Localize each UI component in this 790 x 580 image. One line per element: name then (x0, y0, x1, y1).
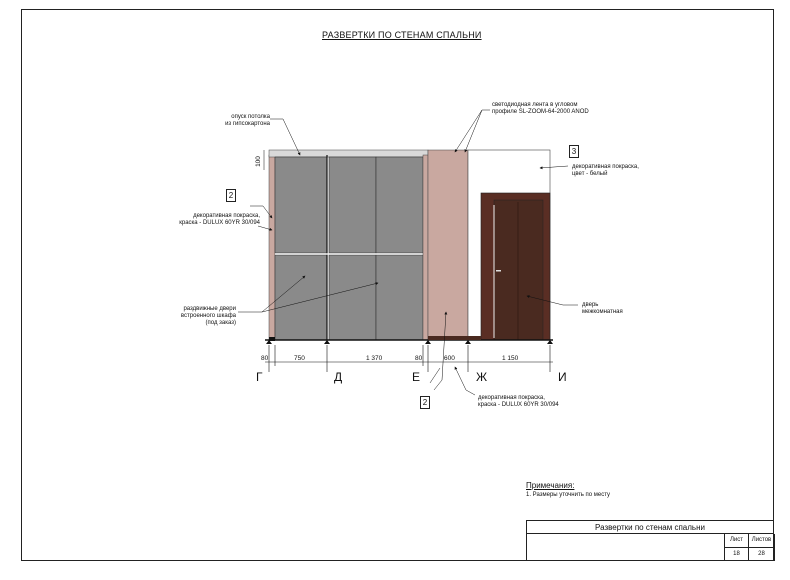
callout-right-top: 3 (569, 145, 579, 158)
dim-1370: 1 370 (366, 355, 383, 362)
axis-zh: Ж (476, 370, 488, 384)
axis-d: Д (334, 370, 343, 384)
callout-bottom: 2 (420, 396, 430, 409)
wardrobe-edge (423, 155, 428, 340)
sheets-total: 28 (749, 548, 775, 561)
door-leaf (494, 200, 543, 340)
dim-1150: 1 150 (502, 355, 519, 362)
sheet-label: Лист (725, 534, 749, 548)
notes-heading: Примечания: (526, 481, 575, 490)
paint-left-label: декоративная покраска, краска - DULUX 60YR 30/094 (179, 213, 260, 226)
led-strip-label: светодиодная лента в угловом профиле SL-ZOOM-64-2000 ANOD (492, 102, 589, 115)
dim-height-top: 100 (254, 156, 262, 167)
paint-bottom-label: декоративная покраска, краска - DULUX 60YR 30/094 (478, 395, 559, 408)
wardrobe-panel-5 (376, 157, 423, 253)
door-label: дверь межкомнатная (582, 302, 623, 315)
notes-item: 1. Размеры уточнить по месту (526, 492, 611, 498)
wardrobe-panel-4 (329, 255, 376, 340)
wardrobe-panel-3 (329, 157, 376, 253)
axis-e: Е (412, 370, 421, 384)
wardrobe-panel-1 (275, 157, 327, 253)
drawing-title: РАЗВЕРТКИ ПО СТЕНАМ СПАЛЬНИ (322, 30, 482, 40)
decorative-paint-wall (428, 150, 468, 340)
axis-i: И (558, 370, 567, 384)
title-block-row (526, 534, 774, 561)
dim-80-right: 80 (415, 355, 423, 362)
title-block-name: Развертки по стенам спальни (526, 520, 774, 534)
callout-left: 2 (226, 189, 236, 202)
paint-white-label: декоративная покраска, цвет - белый (572, 164, 639, 177)
sheets-label: Листов (749, 534, 775, 548)
axis-g: Г (256, 370, 263, 384)
sliding-doors-label: раздвижные двери встроенного шкафа (под заказ) (180, 306, 236, 326)
ceiling-drop-label: опуск потолка из гипсокартона (225, 114, 270, 127)
title-block (526, 520, 774, 561)
sheet-number: 18 (725, 548, 749, 561)
left-wall-paint (269, 155, 275, 340)
title-block-blank (527, 534, 725, 561)
dim-750: 750 (294, 355, 305, 362)
wardrobe-panel-6 (376, 255, 423, 340)
dim-600: 600 (444, 355, 455, 362)
dim-80-left: 80 (261, 355, 269, 362)
door-handle (496, 270, 501, 272)
ceiling-drop (269, 150, 428, 157)
